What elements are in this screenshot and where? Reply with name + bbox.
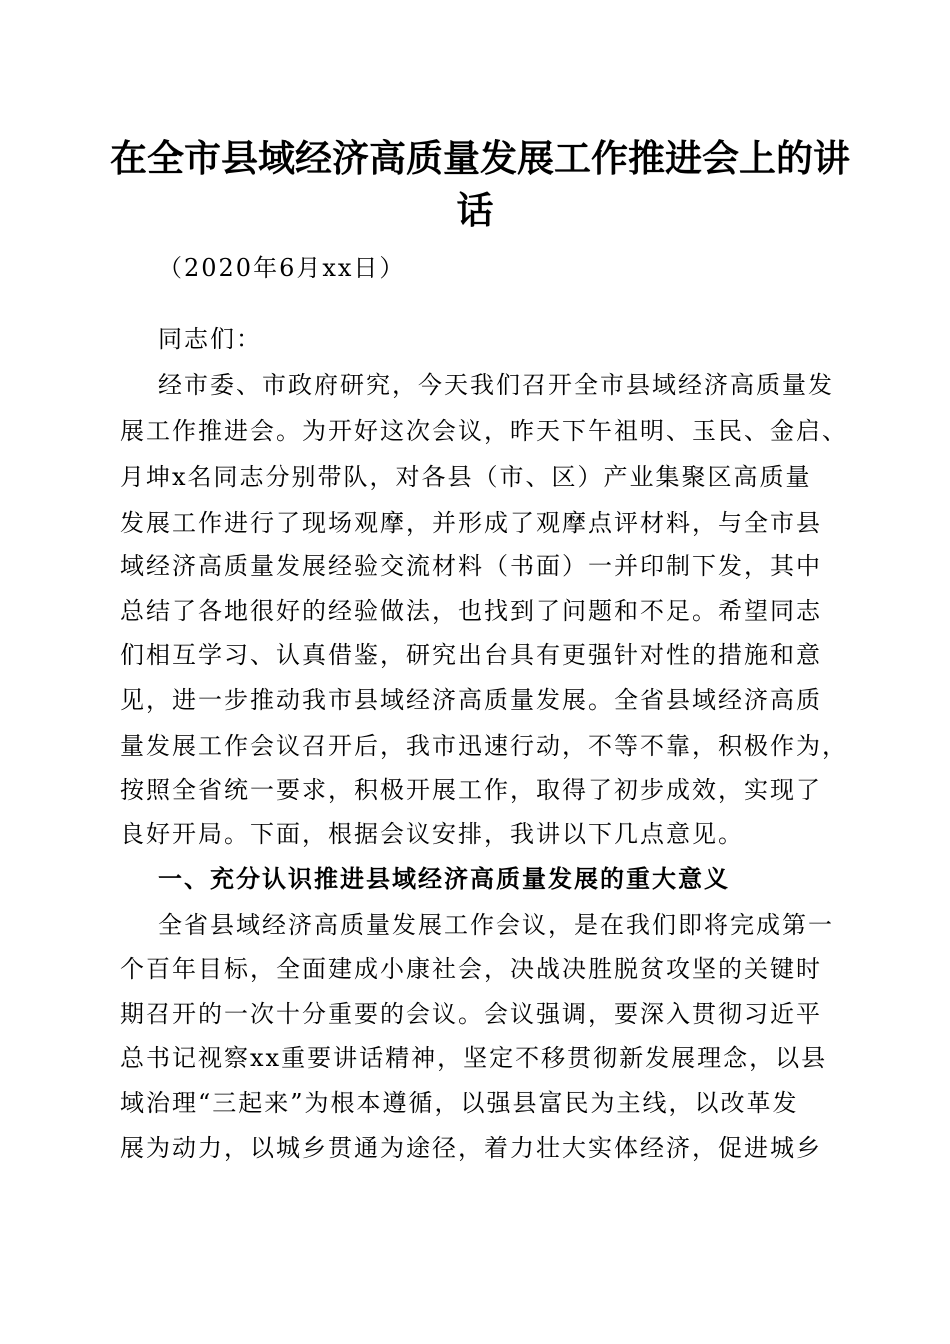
paragraph-line: 期召开的一次十分重要的会议。会议强调，要深入贯彻习近平 bbox=[120, 1000, 822, 1028]
paragraph-line: 个百年目标，全面建成小康社会，决战决胜脱贫攻坚的关键时 bbox=[120, 955, 822, 983]
paragraph-line: 展为动力，以城乡贯通为途径，着力壮大实体经济，促进城乡 bbox=[120, 1134, 822, 1162]
paragraph-line: 经市委、市政府研究，今天我们召开全市县域经济高质量发 bbox=[158, 371, 834, 399]
paragraph-line: 域经济高质量发展经验交流材料（书面）一并印制下发，其中 bbox=[120, 552, 822, 580]
paragraph-line: 月坤x名同志分别带队，对各县（市、区）产业集聚区高质量 bbox=[120, 463, 812, 491]
title-line-1: 在全市县域经济高质量发展工作推进会上的讲 bbox=[110, 136, 850, 180]
paragraph-line: 总书记视察xx重要讲话精神，坚定不移贯彻新发展理念，以县 bbox=[120, 1044, 828, 1072]
paragraph-line: 按照全省统一要求，积极开展工作，取得了初步成效，实现了 bbox=[120, 776, 822, 804]
paragraph-line: 们相互学习、认真借鉴，研究出台具有更强针对性的措施和意 bbox=[120, 641, 822, 669]
title-line-2: 话 bbox=[456, 188, 494, 232]
paragraph-line: 见，进一步推动我市县域经济高质量发展。全省县域经济高质 bbox=[120, 686, 822, 714]
document-title bbox=[110, 132, 850, 236]
paragraph-line: 总结了各地很好的经验做法，也找到了问题和不足。希望同志 bbox=[120, 597, 822, 625]
section-heading-1: 一、充分认识推进县域经济高质量发展的重大意义 bbox=[158, 864, 730, 893]
paragraph-line: 发展工作进行了现场观摩，并形成了观摩点评材料，与全市县 bbox=[120, 509, 822, 537]
paragraph-line: 域治理“三起来”为根本遵循，以强县富民为主线，以改革发 bbox=[120, 1089, 799, 1117]
salutation: 同志们： bbox=[158, 325, 262, 353]
paragraph-line: 全省县域经济高质量发展工作会议，是在我们即将完成第一 bbox=[158, 911, 834, 939]
paragraph-line: 良好开局。下面，根据会议安排，我讲以下几点意见。 bbox=[120, 820, 744, 848]
date-line: （2020年6月xx日） bbox=[158, 254, 406, 282]
paragraph-line: 展工作推进会。为开好这次会议，昨天下午祖明、玉民、金启、 bbox=[120, 417, 848, 445]
paragraph-line: 量发展工作会议召开后，我市迅速行动，不等不靠，积极作为， bbox=[120, 732, 848, 760]
